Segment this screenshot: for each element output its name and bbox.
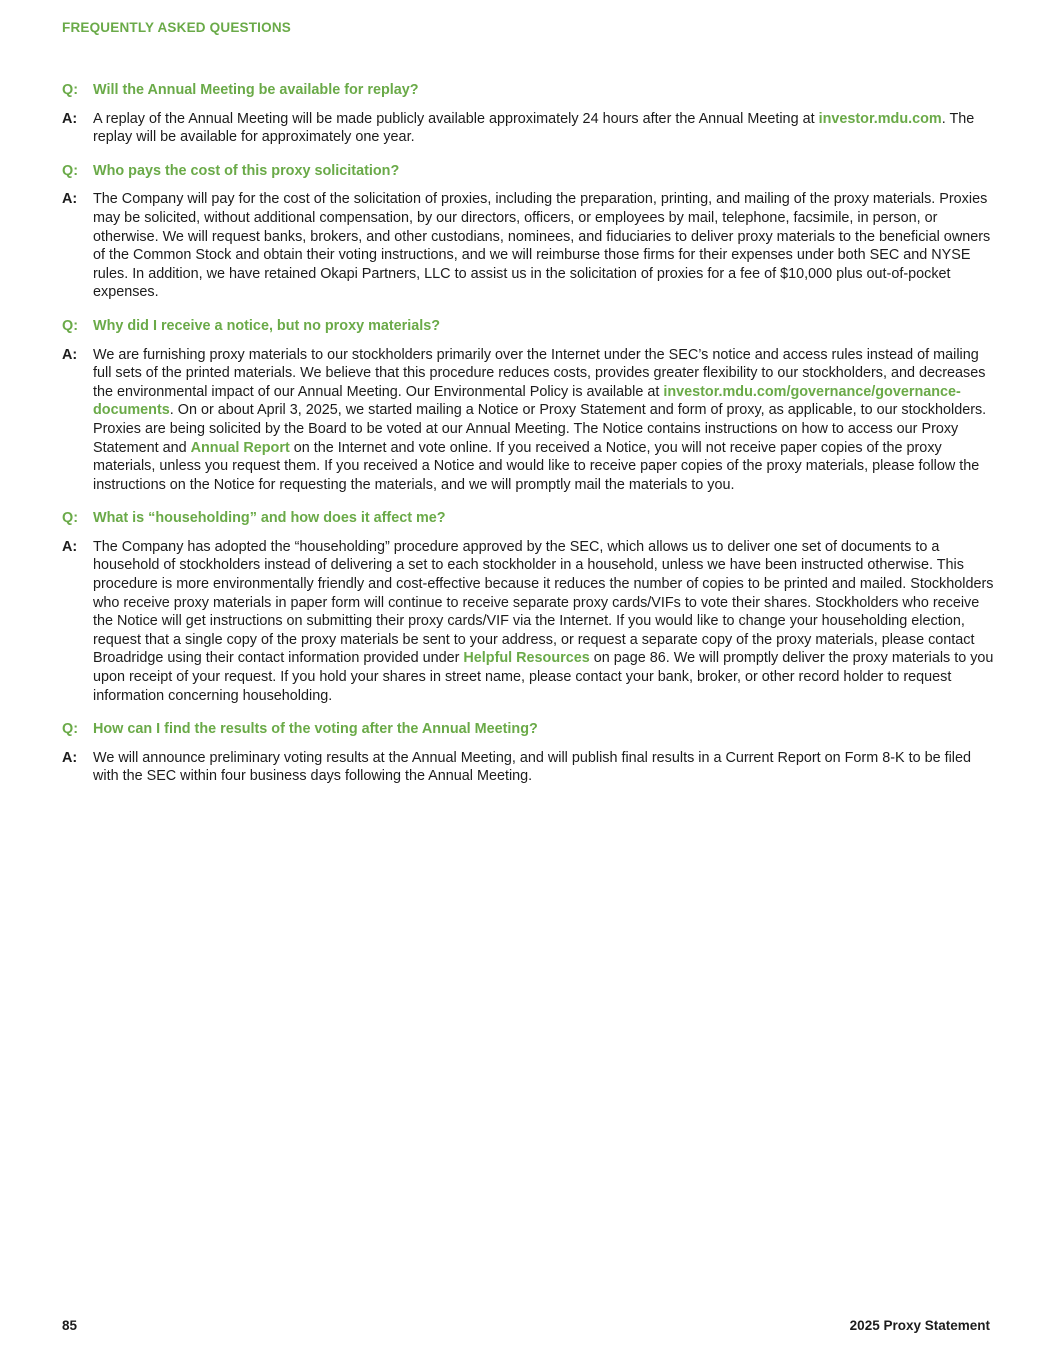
answer-text [93,346,997,495]
faq-item [62,317,997,494]
faq-item [62,509,997,705]
question-row [62,317,997,336]
faq-item [62,720,997,786]
question-row [62,720,997,739]
answer-segment: on page 86. We will promptly deliver the proxy materials to you upon receipt of your request. If you hold your shares in street name, please contact your bank, broker, or other record holder to request information concerning householding. [93,650,994,704]
question-marker: Q: [62,317,78,334]
answer-segment: The Company will pay for the cost of the solicitation of proxies, including the preparation, printing, and mailing of the proxy materials. Proxies may be solicited, without additional compensation, by our directors, officers, or employees by mail, telephone, facsimile, in person, or otherwise. We will request banks, brokers, and other custodians, nominees, and fiduciaries to deliver proxy materials to the beneficial owners of the Common Stock and obtain their voting instructions, and we will reimburse those firms for their expenses under both SEC and NYSE rules. In addition, we have retained Okapi Partners, LLC to assist us in the solicitation of proxies for a fee of $10,000 plus out-of-pocket expenses. [93,191,991,301]
answer-marker: A: [62,110,78,127]
answer-text [93,190,997,302]
faq-item [62,162,997,302]
faq-list [62,81,997,801]
answer-text [93,538,997,705]
answer-marker: A: [62,749,78,766]
answer-row [62,749,997,786]
question-row [62,81,997,100]
question-marker: Q: [62,721,78,738]
answer-segment: We will announce preliminary voting results at the Annual Meeting, and will publish final results in a Current Report on Form 8-K to be filed with the SEC within four business days following the Annual Meeting. [93,749,972,785]
answer-row [62,346,997,495]
annual-report-link[interactable]: Annual Report [190,439,290,456]
question-text: What is “householding” and how does it affect me? [93,510,446,527]
answer-marker: A: [62,346,78,363]
answer-segment: A replay of the Annual Meeting will be made publicly available approximately 24 hours after the Annual Meeting at [93,110,819,127]
faq-item [62,81,997,147]
investor-site-link[interactable]: investor.mdu.com [818,110,942,127]
question-text: Will the Annual Meeting be available for replay? [93,82,419,98]
question-text: Why did I receive a notice, but no proxy materials? [93,317,441,334]
answer-row [62,190,997,302]
answer-marker: A: [62,191,78,208]
question-marker: Q: [62,82,78,98]
answer-marker: A: [62,538,78,555]
answer-text [93,749,997,786]
page-number: 85 [62,1318,78,1333]
helpful-resources-link[interactable]: Helpful Resources [463,650,590,667]
question-row [62,509,997,528]
answer-text [93,110,997,147]
answer-segment: on the Internet and vote online. If you received a Notice, you will not receive paper copies of the proxy materials, unless you request them. If you received a Notice and would like to receive paper copies of the proxy materials, please follow the instructions on the Notice for requesting the materials, and we will promptly mail the materials to you. [93,439,980,493]
answer-segment: . The replay will be available for approximately one year. [93,110,975,146]
section-header: FREQUENTLY ASKED QUESTIONS [62,20,291,35]
question-row [62,162,997,181]
question-text: Who pays the cost of this proxy solicitation? [93,162,400,179]
question-text: How can I find the results of the voting after the Annual Meeting? [93,721,538,738]
question-marker: Q: [62,510,78,527]
answer-segment: We are furnishing proxy materials to our stockholders primarily over the Internet under the SEC’s notice and access rules instead of mailing full sets of the printed materials. We believe that this procedure reduces costs, provides greater flexibility to our stockholders, and decreases the environmental impact of our Annual Meeting. Our Environmental Policy is available at [93,346,986,400]
answer-row [62,538,997,705]
answer-segment: . On or about April 3, 2025, we started mailing a Notice or Proxy Statement and form of proxy, as applicable, to our stockholders. Proxies are being solicited by the Board to be voted at our Annual Meeting. The Notice contains instructions on how to access our Proxy Statement and [93,402,987,456]
answer-segment: The Company has adopted the “householding” procedure approved by the SEC, which allows us to deliver one set of documents to a household of stockholders instead of delivering a set to each stockholder in a household, unless we have been instructed otherwise. This procedure is more environmentally friendly and cost-effective because it reduces the number of copies to be printed and mailed. Stockholders who receive proxy materials in paper form will continue to receive separate proxy cards/VIFs to vote their shares. Stockholders who receive the Notice will get instructions on submitting their proxy cards/VIF via the Internet. If you would like to change your householding election, request that a single copy of the proxy materials be sent to your address, or request a separate copy of the proxy materials, please contact Broadridge using their contact information provided under [93,538,994,667]
document-title: 2025 Proxy Statement [849,1318,990,1333]
question-marker: Q: [62,162,78,179]
answer-row [62,110,997,147]
governance-documents-link[interactable]: investor.mdu.com/governance/governance-documents [93,383,961,419]
